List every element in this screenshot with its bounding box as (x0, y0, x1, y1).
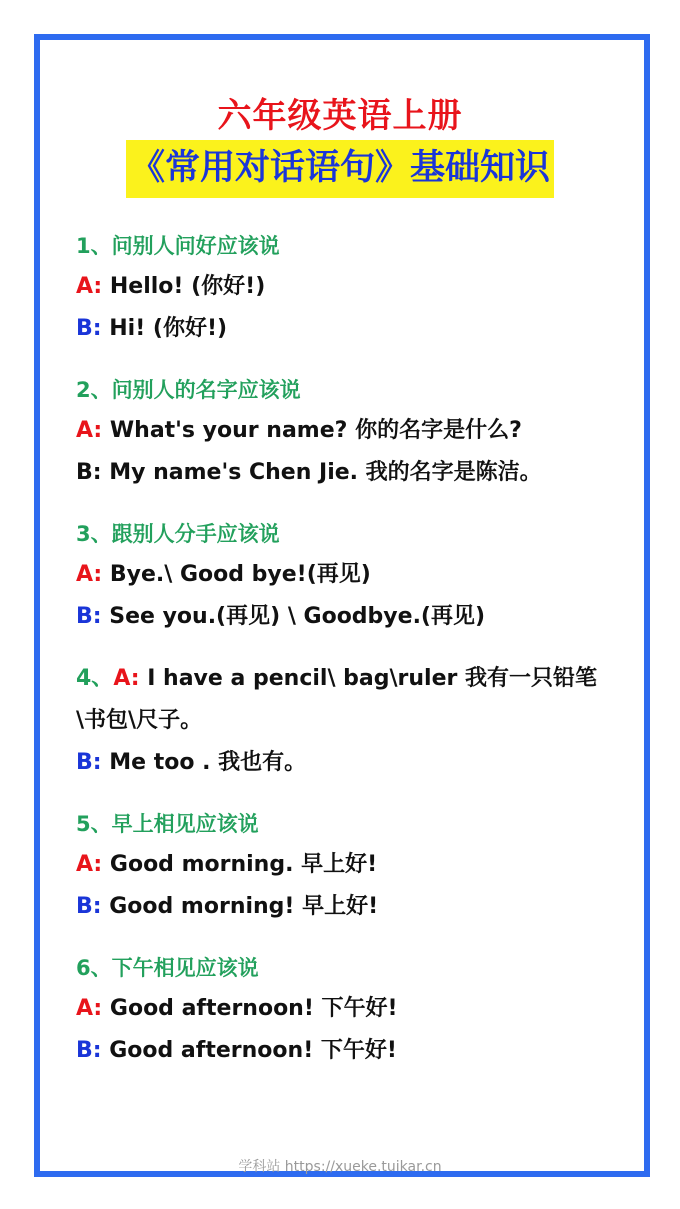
section-heading: 1、问别人问好应该说 (76, 234, 280, 258)
page-subtitle: 《常用对话语句》基础知识 (126, 140, 554, 198)
line-text: I have a pencil\ bag\ruler 我有一只铅笔\书包\尺子。 (76, 666, 597, 733)
section-heading: 3、跟别人分手应该说 (76, 522, 280, 546)
speaker-label: B: (76, 1038, 102, 1063)
footer-watermark: 学科站 https://xueke.tuikar.cn (238, 1159, 442, 1175)
dialogue-line (76, 742, 626, 784)
line-text: Bye.\ Good bye!(再见) (102, 562, 371, 587)
line-text: Good morning! 早上好! (101, 894, 379, 919)
line-text: Hi! (你好!) (101, 316, 228, 341)
section-heading: 5、早上相见应该说 (76, 812, 259, 836)
speaker-label: A: (76, 996, 103, 1021)
subtitle-wrapper (0, 140, 680, 198)
speaker-label: A: (76, 418, 103, 443)
line-text: Good morning. 早上好! (102, 852, 378, 877)
dialogue-line (76, 452, 626, 494)
dialogue-line (76, 886, 626, 928)
dialogue-line (76, 266, 626, 308)
line-text: Me too . 我也有。 (101, 750, 307, 775)
section-heading: 6、下午相见应该说 (76, 956, 259, 980)
speaker-label: A: (76, 562, 103, 587)
speaker-label: B: (76, 316, 102, 341)
dialogue-line (76, 658, 626, 742)
speaker-label: A: (76, 274, 103, 299)
speaker-label: B: (76, 894, 102, 919)
line-text: My name's Chen Jie. 我的名字是陈洁。 (101, 460, 542, 485)
dialogue-content (76, 226, 626, 1072)
dialogue-line (76, 844, 626, 886)
dialogue-line (76, 410, 626, 452)
line-text: What's your name? 你的名字是什么? (102, 418, 522, 443)
dialogue-line (76, 988, 626, 1030)
section-number: 4、 (76, 666, 114, 691)
speaker-label: A: (76, 852, 103, 877)
page-title: 六年级英语上册 (217, 96, 463, 136)
dialogue-line (76, 554, 626, 596)
section-heading: 2、问别人的名字应该说 (76, 378, 301, 402)
dialogue-line (76, 1030, 626, 1072)
line-text: Good afternoon! 下午好! (102, 996, 398, 1021)
speaker-label: B: (76, 460, 102, 485)
speaker-label: B: (76, 750, 102, 775)
speaker-label: A: (113, 666, 140, 691)
dialogue-line (76, 308, 626, 350)
dialogue-line (76, 596, 626, 638)
line-text: Hello! (你好!) (102, 274, 266, 299)
line-text: See you.(再见) \ Goodbye.(再见) (101, 604, 486, 629)
speaker-label: B: (76, 604, 102, 629)
line-text: Good afternoon! 下午好! (101, 1038, 397, 1063)
